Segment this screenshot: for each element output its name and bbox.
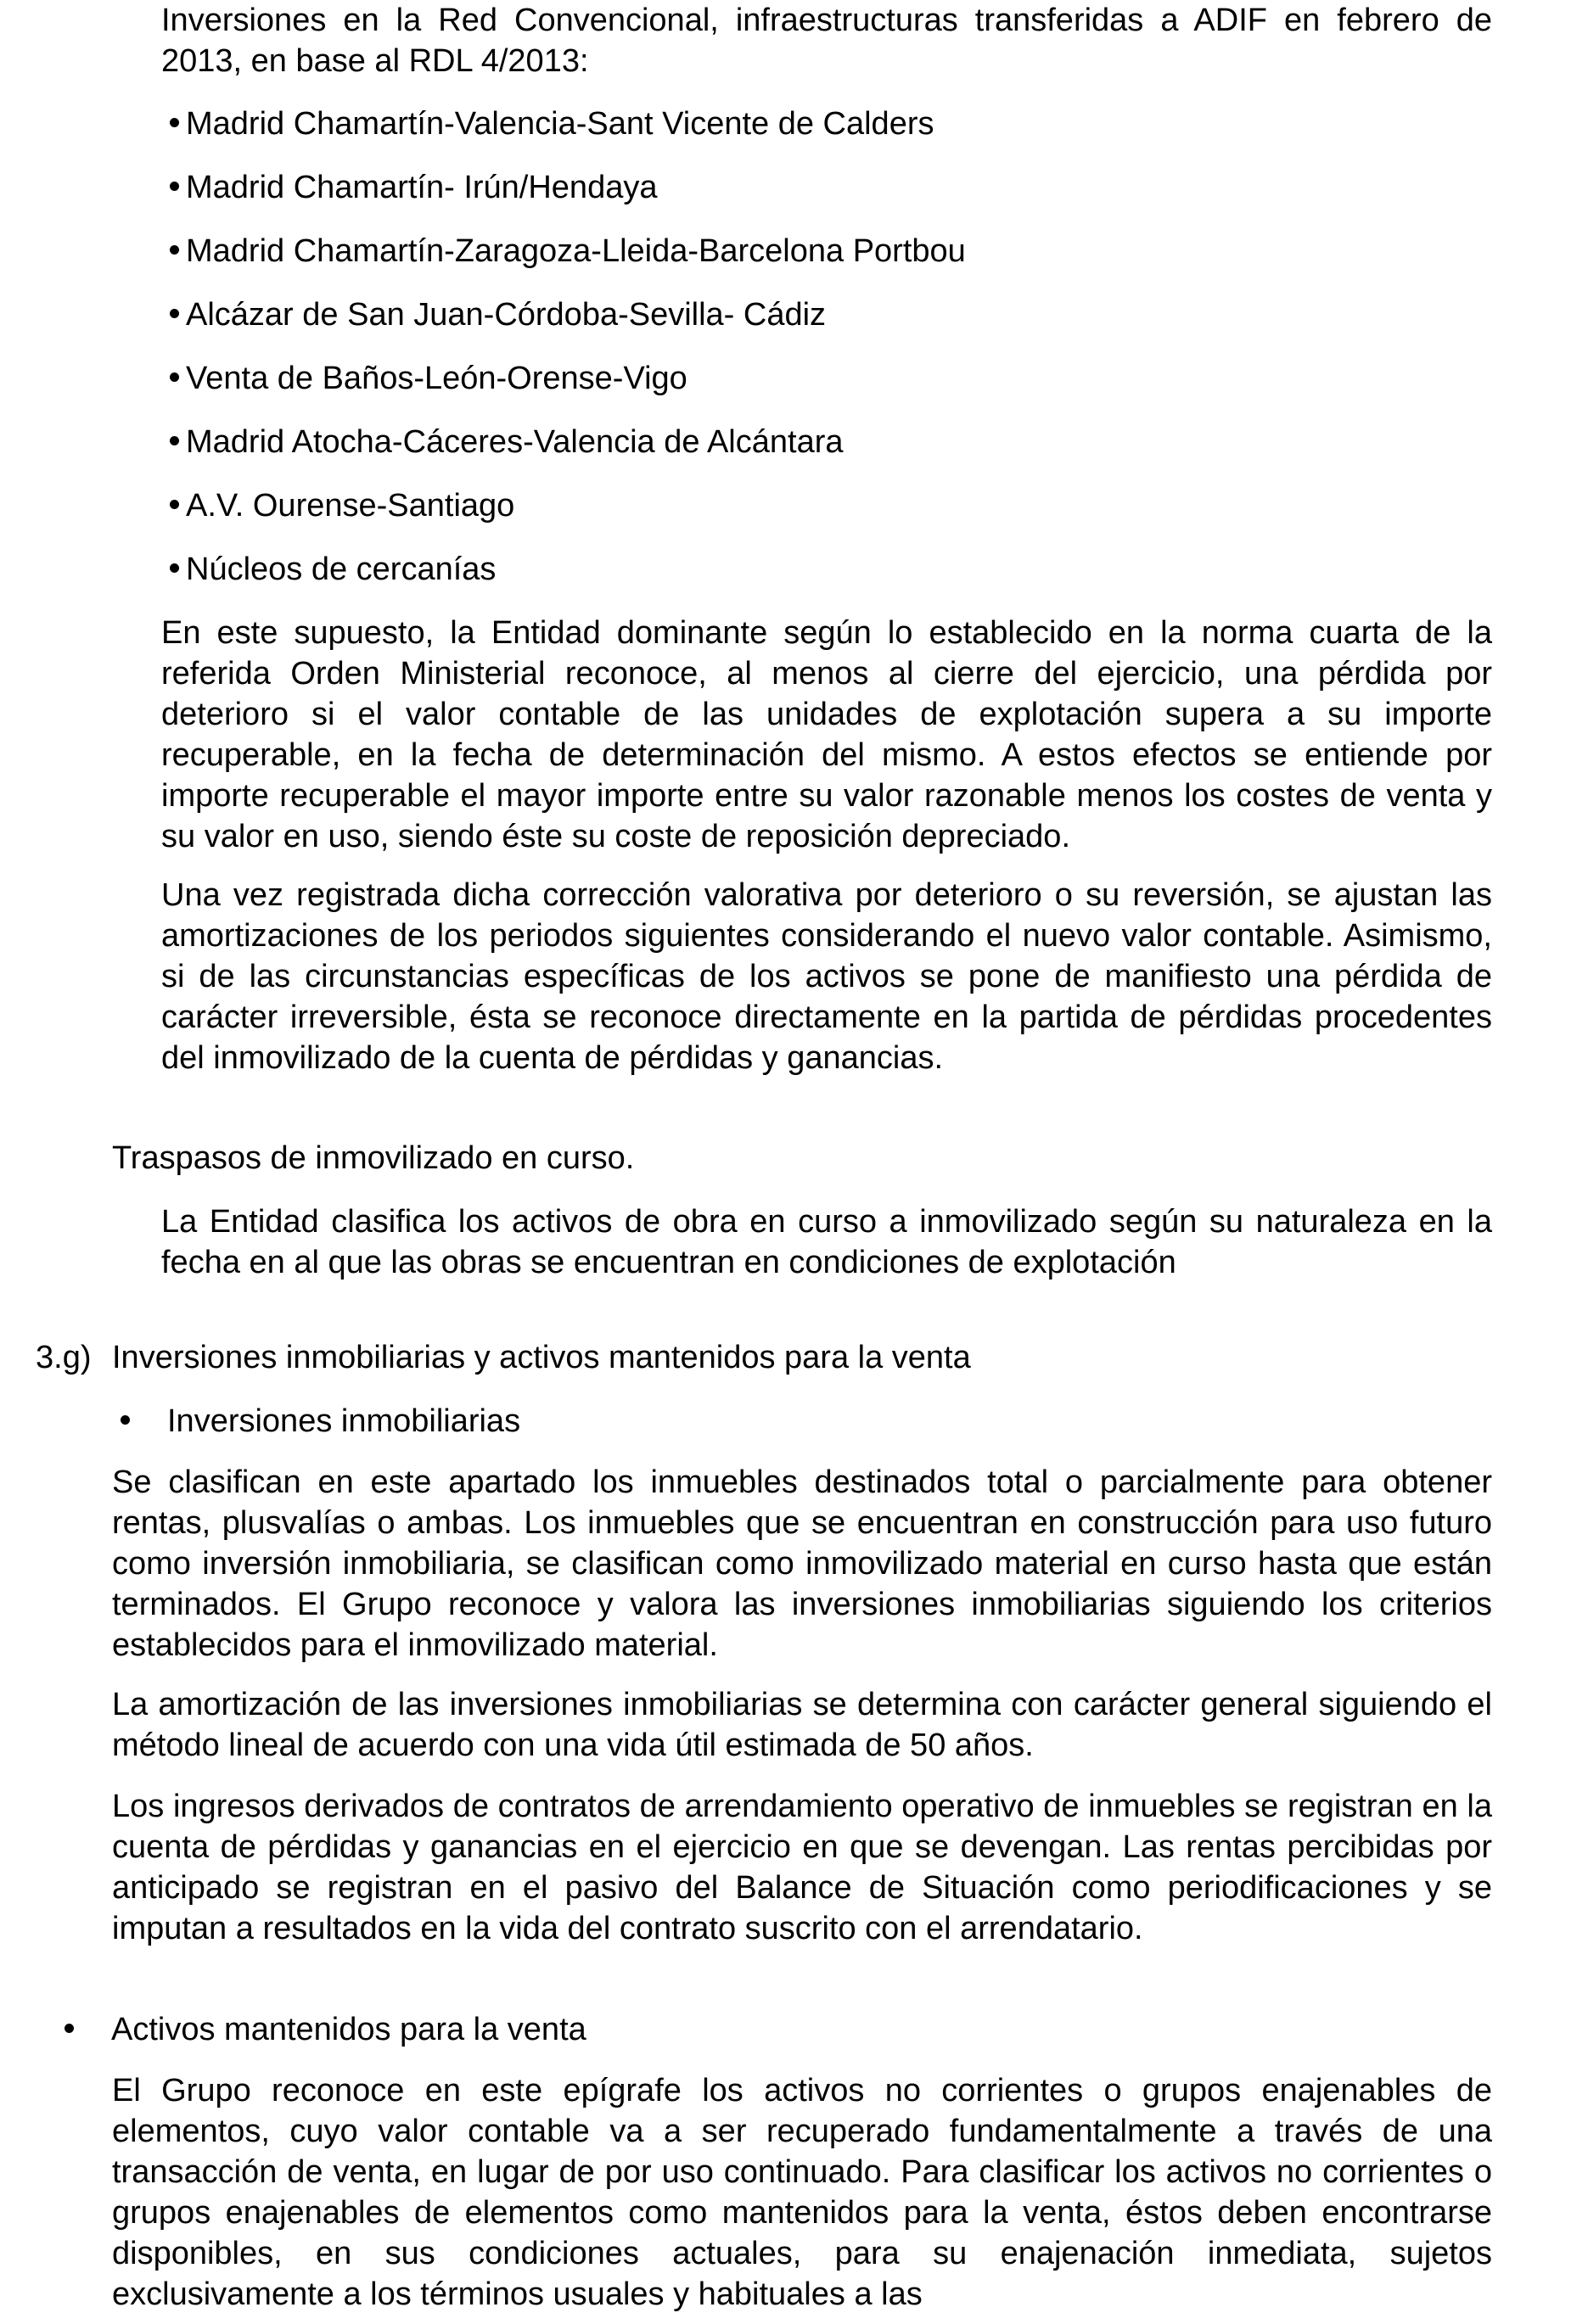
bullet-icon bbox=[170, 500, 179, 509]
inversiones-paragraph-2: La amortización de las inversiones inmobiliarias se determina con carácter general siguiendo el método lineal de acuerdo con una vida útil estimada de 50 años. bbox=[112, 1687, 1492, 1763]
list-item: Madrid Chamartín- Irún/Hendaya bbox=[170, 167, 657, 208]
subsection-heading: Inversiones inmobiliarias bbox=[121, 1401, 520, 1442]
bullet-icon bbox=[170, 309, 179, 318]
bullet-icon bbox=[170, 182, 179, 191]
bullet-icon bbox=[65, 2024, 74, 2033]
traspasos-heading: Traspasos de inmovilizado en curso. bbox=[112, 1140, 635, 1176]
bullet-icon bbox=[170, 563, 179, 573]
activos-paragraph-1: El Grupo reconoce en este epígrafe los activos no corrientes o grupos enajenables de elementos, cuyo valor contable va a ser recuperado fundamentalmente a través de una transacción de venta, en lugar de por uso continuado. Para clasificar los activos no corrientes o grupos enajenables de elementos como mantenidos para la venta, éstos deben encontrarse disponibles, en sus condiciones actuales, para su enajenación inmediata, sujetos exclusivamente a los términos usuales y habituales a las bbox=[112, 2073, 1492, 2312]
bullet-icon bbox=[170, 436, 179, 445]
traspasos-paragraph: La Entidad clasifica los activos de obra en curso a inmovilizado según su naturaleza en la fecha en al que las obras se encuentran en condiciones de explotación bbox=[161, 1204, 1492, 1280]
correccion-paragraph: Una vez registrada dicha corrección valorativa por deterioro o su reversión, se ajustan las amortizaciones de los periodos siguientes considerando el nuevo valor contable. Asimismo, si de las circunstancias específicas de los activos se pone de manifiesto una pérdida de carácter irreversible, ésta se reconoce directamente en la partida de pérdidas procedentes del inmovilizado de la cuenta de pérdidas y ganancias. bbox=[161, 877, 1492, 1076]
list-item: A.V. Ourense-Santiago bbox=[170, 485, 514, 526]
list-item: Madrid Atocha-Cáceres-Valencia de Alcántara bbox=[170, 422, 844, 462]
intro-paragraph: Inversiones en la Red Convencional, infraestructuras transferidas a ADIF en febrero de 2013, en base al RDL 4/2013: bbox=[161, 3, 1492, 79]
inversiones-paragraph-3: Los ingresos derivados de contratos de arrendamiento operativo de inmuebles se registran en la cuenta de pérdidas y ganancias en el ejercicio en que se devengan. Las rentas percibidas por anticipado se registran en el pasivo del Balance de Situación como periodificaciones y se imputan a resultados en la vida del contrato suscrito con el arrendatario. bbox=[112, 1789, 1492, 1946]
list-item: Alcázar de San Juan-Córdoba-Sevilla- Cádiz bbox=[170, 294, 826, 335]
list-item: Núcleos de cercanías bbox=[170, 549, 496, 590]
bullet-icon bbox=[121, 1415, 130, 1425]
deterioro-paragraph: En este supuesto, la Entidad dominante según lo establecido en la norma cuarta de la referida Orden Ministerial reconoce, al menos al cierre del ejercicio, una pérdida por deterioro si el valor contable de las unidades de explotación supera a su importe recuperable, en la fecha de determinación del mismo. A estos efectos se entiende por importe recuperable el mayor importe entre su valor razonable menos los costes de venta y su valor en uso, siendo éste su coste de reposición depreciado. bbox=[161, 615, 1492, 854]
subsection-heading: Activos mantenidos para la venta bbox=[65, 2009, 586, 2050]
bullet-icon bbox=[170, 245, 179, 255]
list-item: Madrid Chamartín-Zaragoza-Lleida-Barcelona Portbou bbox=[170, 231, 966, 272]
bullet-icon bbox=[170, 118, 179, 127]
inversiones-paragraph-1: Se clasifican en este apartado los inmuebles destinados total o parcialmente para obtener rentas, plusvalías o ambas. Los inmuebles que se encuentran en construcción para uso futuro como inversión inmobiliaria, se clasifican como inmovilizado material en curso hasta que están terminados. El Grupo reconoce y valora las inversiones inmobiliarias siguiendo los criterios establecidos para el inmovilizado material. bbox=[112, 1464, 1492, 1663]
section-number: 3.g) bbox=[36, 1340, 92, 1375]
section-title: Inversiones inmobiliarias y activos mantenidos para la venta bbox=[112, 1340, 971, 1375]
list-item: Venta de Baños-León-Orense-Vigo bbox=[170, 358, 687, 399]
list-item: Madrid Chamartín-Valencia-Sant Vicente de Calders bbox=[170, 104, 934, 144]
bullet-icon bbox=[170, 372, 179, 382]
